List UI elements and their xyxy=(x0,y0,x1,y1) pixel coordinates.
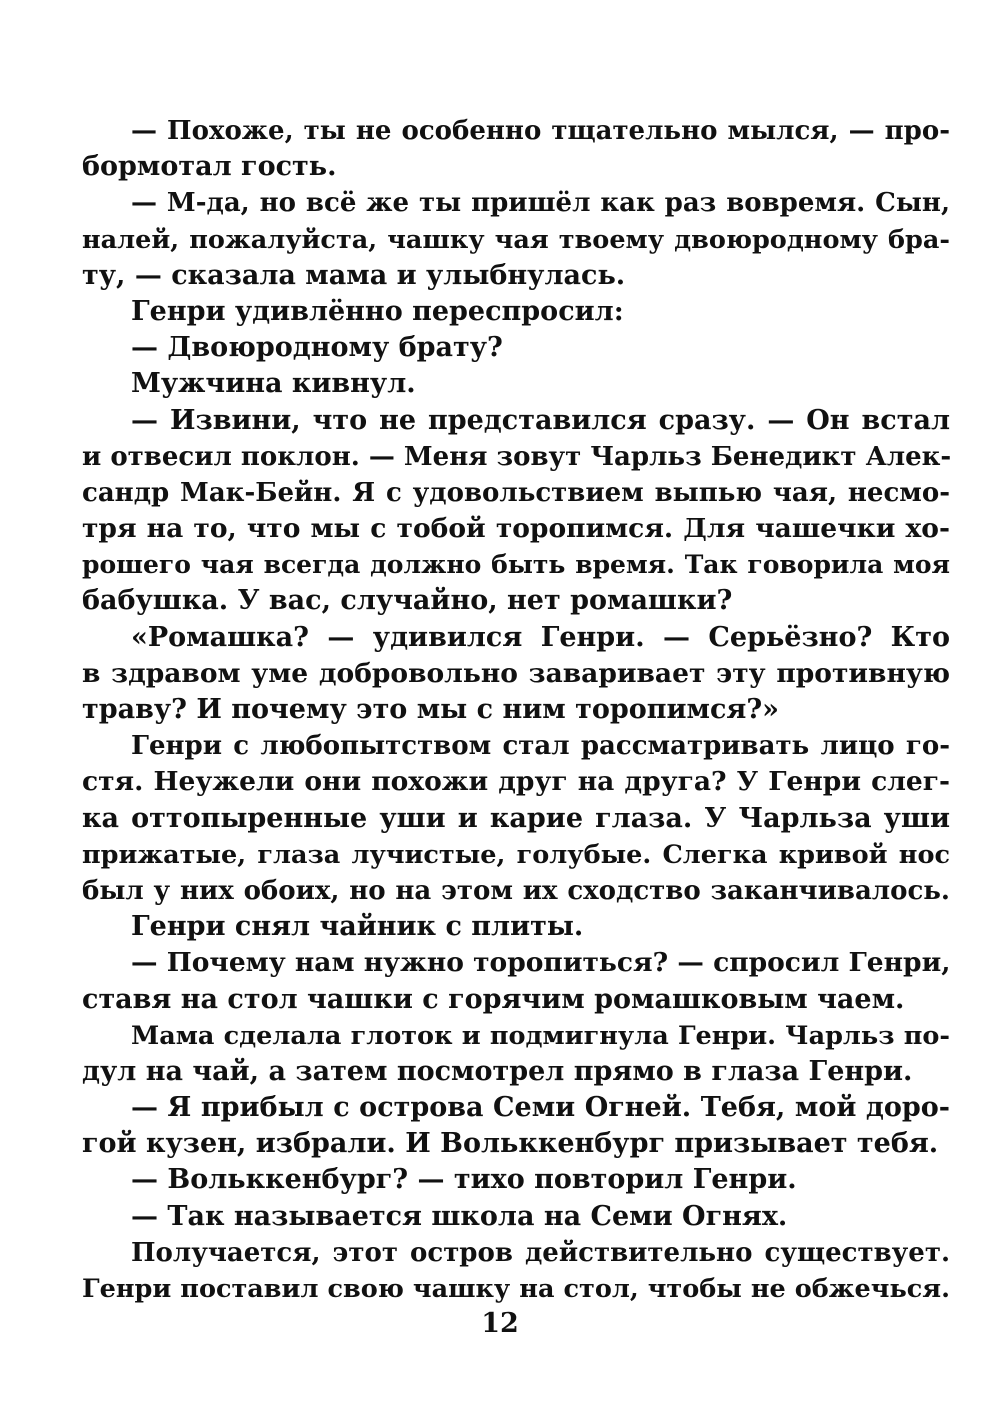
text-line: налей, пожалуйста, чашку чая твоему двоюродному бра- xyxy=(82,224,950,255)
text-line: Мужчина кивнул. xyxy=(131,368,416,400)
text-line: гой кузен, избрали. И Вольккенбург призывает тебя. xyxy=(82,1128,939,1160)
page-number: 12 xyxy=(481,1308,519,1339)
text-line: ту, — сказала мама и улыбнулась. xyxy=(82,259,626,291)
text-line: прижатые, глаза лучистые, голубые. Слегка кривой нос xyxy=(82,839,950,870)
text-line: Генри удивлённо переспросил: xyxy=(131,295,624,327)
text-line: — Вольккенбург? — тихо повторил Генри. xyxy=(131,1164,797,1196)
text-line: — Двоюродному брату? xyxy=(131,332,503,364)
text-line: ставя на стол чашки с горячим ромашковым чаем. xyxy=(82,983,905,1015)
text-line: Получается, этот остров действительно существует. xyxy=(131,1237,950,1268)
text-line: сандр Мак-Бейн. Я с удовольствием выпью чая, несмо- xyxy=(82,477,950,508)
text-line: траву? И почему это мы с ним торопимся?» xyxy=(82,694,780,725)
text-line: — Я прибыл с острова Семи Огней. Тебя, мой доро- xyxy=(131,1092,950,1124)
text-line: стя. Неужели они похожи друг на друга? У Генри слег- xyxy=(82,766,950,798)
text-line: дул на чай, а затем посмотрел прямо в глаза Генри. xyxy=(82,1055,913,1087)
text-line: тря на то, что мы с тобой торопимся. Для чашечки хо- xyxy=(82,513,950,545)
text-line: Генри поставил свою чашку на стол, чтобы не обжечься. xyxy=(82,1274,950,1304)
text-line: и отвесил поклон. — Меня зовут Чарльз Бенедикт Алек- xyxy=(82,441,952,472)
text-line: был у них обоих, но на этом их сходство заканчивалось. xyxy=(82,875,950,906)
text-line: бабушка. У вас, случайно, нет ромашки? xyxy=(82,585,733,617)
text-line: Мама сделала глоток и подмигнула Генри. Чарльз по- xyxy=(131,1020,950,1051)
text-line: Генри снял чайник с плиты. xyxy=(131,911,584,943)
text-line: — Почему нам нужно торопиться? — спросил Генри, xyxy=(131,947,951,979)
text-line: — Извини, что не представился сразу. — Он встал xyxy=(131,404,950,436)
text-line: — М-да, но всё же ты пришёл как раз вовремя. Сын, xyxy=(131,188,950,219)
text-line: «Ромашка? — удивился Генри. — Серьёзно? Кто xyxy=(131,621,950,653)
page-text xyxy=(82,113,950,1307)
text-line: бормотал гость. xyxy=(82,151,337,183)
text-line: рошего чая всегда должно быть время. Так говорила моя xyxy=(82,550,950,580)
text-line: — Так называется школа на Семи Огнях. xyxy=(131,1200,788,1232)
text-line: Генри с любопытством стал рассматривать лицо го- xyxy=(131,731,950,762)
text-line: ка оттопыренные уши и карие глаза. У Чарльза уши xyxy=(82,802,950,834)
text-line: в здравом уме добровольно заваривает эту противную xyxy=(82,657,950,689)
text-line: — Похоже, ты не особенно тщательно мылся, — про- xyxy=(131,116,950,146)
